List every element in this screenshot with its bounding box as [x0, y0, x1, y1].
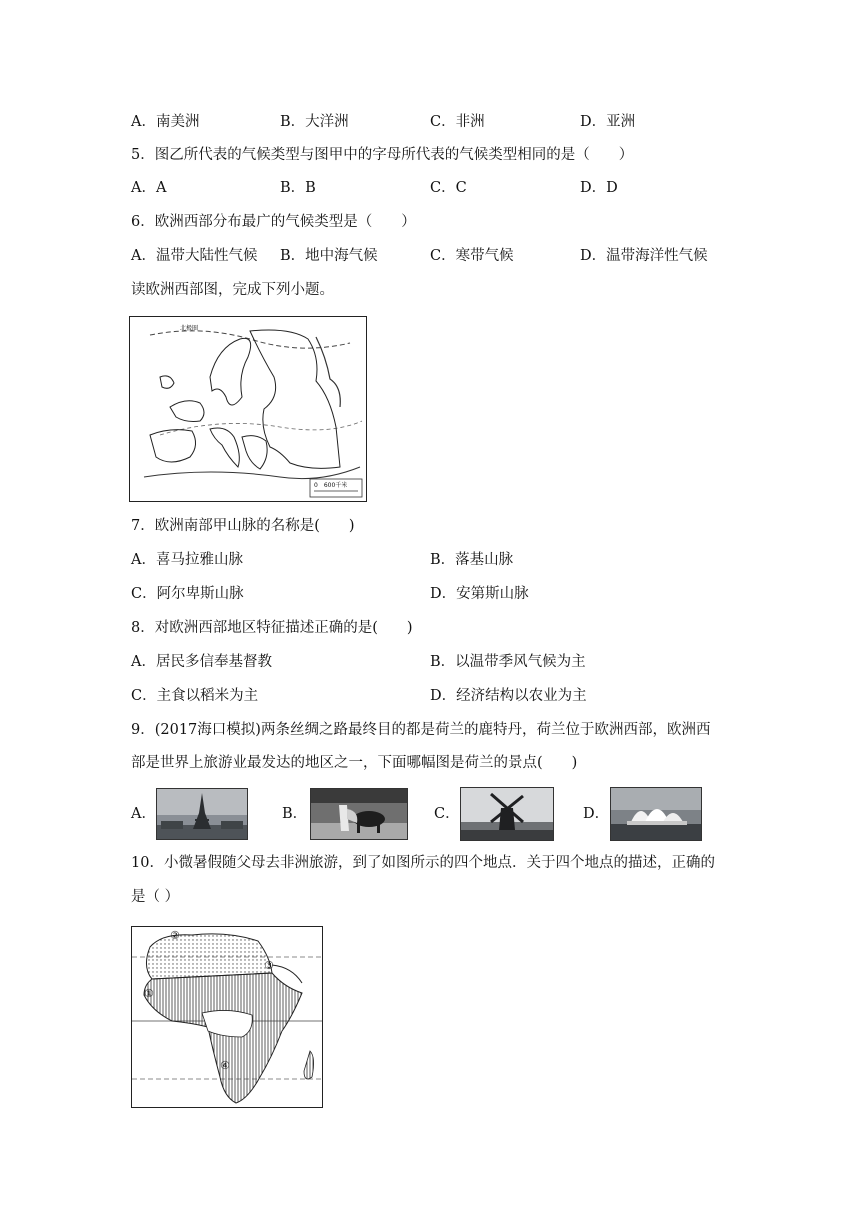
- q6-option-d: D．温带海洋性气候: [580, 248, 708, 264]
- q6-option-b: B．地中海气候: [280, 248, 378, 264]
- q10-stem-line1: 10．小微暑假随父母去非洲旅游，到了如图所示的四个地点．关于四个地点的描述，正确的: [131, 855, 715, 871]
- africa-map-drawing: [132, 927, 322, 1107]
- q10-stem-line2: 是（ ）: [131, 889, 180, 905]
- bullfight-image: [310, 788, 408, 840]
- q7-stem: 7．欧洲南部甲山脉的名称是( ): [131, 518, 355, 534]
- scale-label: 0 600千米: [314, 482, 348, 489]
- q8-option-c: C．主食以稻米为主: [131, 688, 259, 704]
- q4-option-a: A．南美洲: [131, 114, 200, 130]
- europe-map-drawing: [130, 317, 366, 501]
- q7-option-a: A．喜马拉雅山脉: [131, 552, 243, 568]
- q7-option-b: B．落基山脉: [430, 552, 514, 568]
- q6-option-c: C．寒带气候: [430, 248, 514, 264]
- q9-stem-line2: 部是世界上旅游业最发达的地区之一，下面哪幅图是荷兰的景点( ): [131, 755, 578, 771]
- q6-stem: 6．欧洲西部分布最广的气候类型是（ ）: [131, 214, 416, 230]
- marker-1: ①: [144, 987, 154, 1000]
- q5-option-d: D．D: [580, 180, 618, 196]
- q8-stem: 8．对欧洲西部地区特征描述正确的是( ): [131, 620, 413, 636]
- europe-intro: 读欧洲西部图，完成下列小题。: [131, 282, 334, 298]
- q9-option-a-label: A．: [131, 806, 156, 822]
- marker-3: ③: [264, 959, 274, 972]
- eiffel-tower-image: [156, 788, 248, 840]
- q9-option-d-label: D．: [583, 806, 610, 822]
- marker-2: ②: [170, 929, 180, 942]
- q7-option-d: D．安第斯山脉: [430, 586, 529, 602]
- q5-stem: 5．图乙所代表的气候类型与图甲中的字母所代表的气候类型相同的是（ ）: [131, 147, 634, 163]
- sydney-opera-house-image: [610, 787, 702, 841]
- europe-map: [129, 316, 367, 502]
- q9-option-c-label: C．: [434, 806, 460, 822]
- q8-option-d: D．经济结构以农业为主: [430, 688, 587, 704]
- q4-option-d: D．亚洲: [580, 114, 636, 130]
- windmill-image: [460, 787, 554, 841]
- arctic-circle-label: 北极圈: [180, 325, 199, 332]
- q7-option-c: C．阿尔卑斯山脉: [131, 586, 244, 602]
- q5-option-c: C．C: [430, 180, 467, 196]
- q9-option-b-label: B．: [282, 806, 308, 822]
- q8-option-b: B．以温带季风气候为主: [430, 654, 586, 670]
- q4-option-c: C．非洲: [430, 114, 485, 130]
- q6-option-a: A．温带大陆性气候: [131, 248, 258, 264]
- q4-option-b: B．大洋洲: [280, 114, 349, 130]
- q5-option-a: A．A: [131, 180, 167, 196]
- africa-map: [131, 926, 323, 1108]
- marker-4: ④: [220, 1059, 230, 1072]
- q8-option-a: A．居民多信奉基督教: [131, 654, 272, 670]
- q9-stem-line1: 9．(2017海口模拟)两条丝绸之路最终目的都是荷兰的鹿特丹，荷兰位于欧洲西部，欧洲西: [131, 722, 711, 738]
- q5-option-b: B．B: [280, 180, 316, 196]
